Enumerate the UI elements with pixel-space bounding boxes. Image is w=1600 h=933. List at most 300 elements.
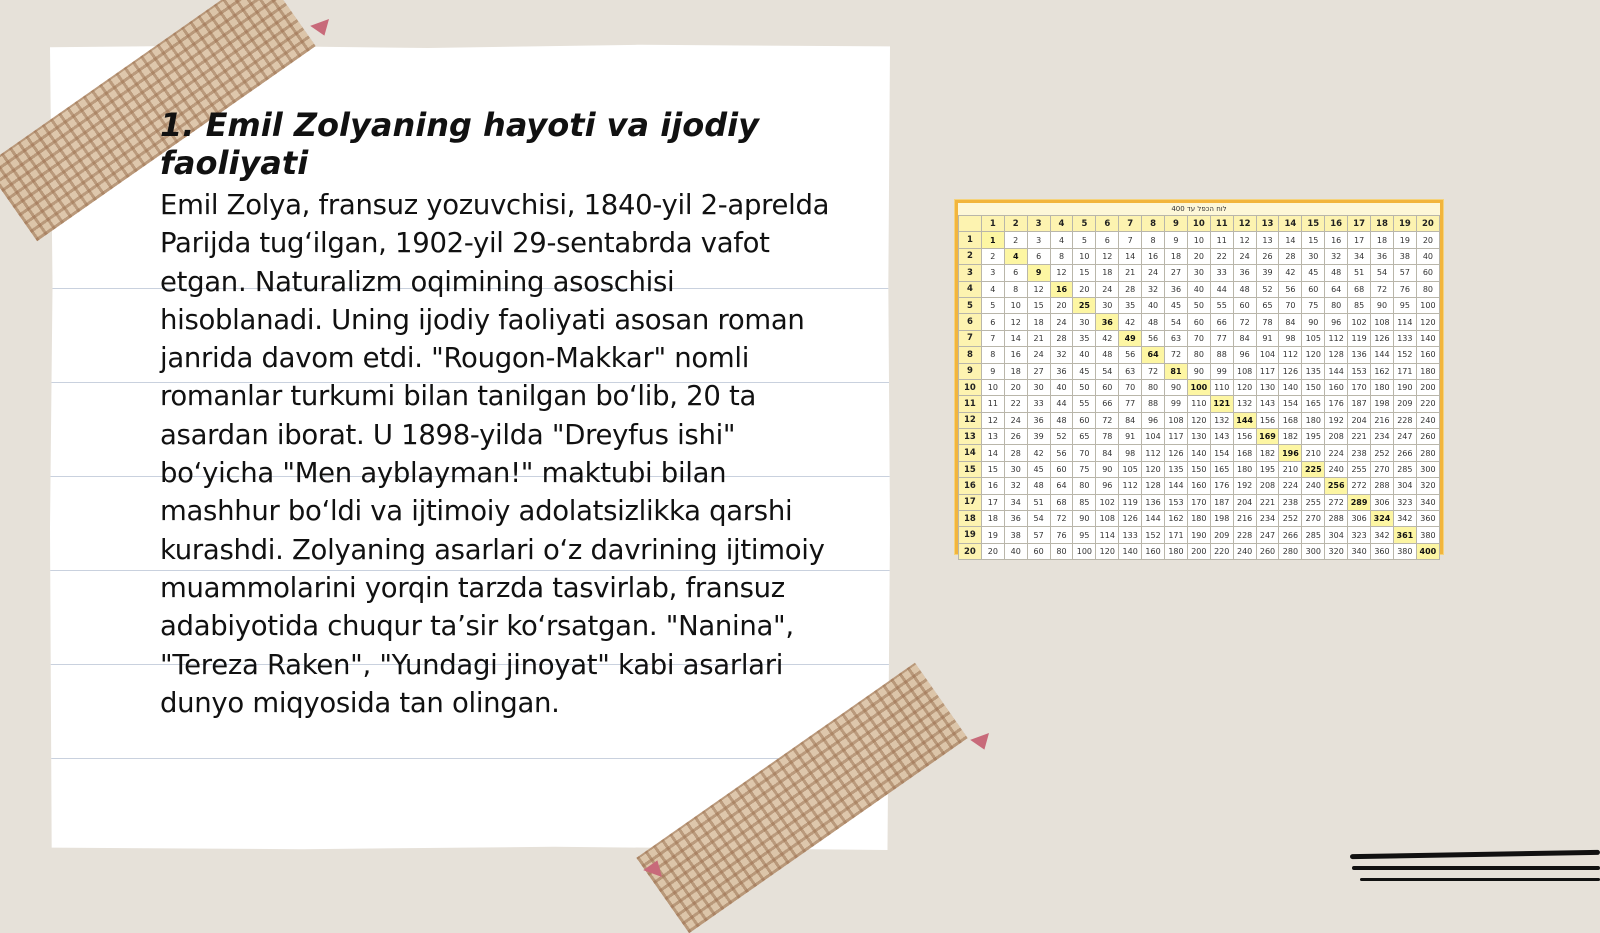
table-cell: 68 xyxy=(1050,494,1073,510)
table-cell: 170 xyxy=(1187,494,1210,510)
table-cell: 204 xyxy=(1348,412,1371,428)
table-cell: 24 xyxy=(1004,412,1027,428)
table-cell: 70 xyxy=(1279,297,1302,313)
table-cell: 224 xyxy=(1279,478,1302,494)
table-cell: 168 xyxy=(1279,412,1302,428)
table-cell: 7 xyxy=(1119,232,1142,248)
table-cell: 54 xyxy=(1027,511,1050,527)
table-cell: 12 xyxy=(1096,248,1119,264)
table-cell: 56 xyxy=(1142,330,1165,346)
table-cell: 8 xyxy=(1004,281,1027,297)
table-cell: 220 xyxy=(1416,396,1439,412)
table-cell: 180 xyxy=(1233,461,1256,477)
table-cell: 182 xyxy=(1279,429,1302,445)
table-cell: 80 xyxy=(1073,478,1096,494)
table-cell: 16 xyxy=(1004,347,1027,363)
table-cell: 238 xyxy=(1348,445,1371,461)
table-cell: 84 xyxy=(1279,314,1302,330)
table-cell: 154 xyxy=(1210,445,1233,461)
slide-body-text: Emil Zolya, fransuz yozuvchisi, 1840-yil 2-aprelda Parijda tug‘ilgan, 1902-yil 29-sentabrda vafot etgan. Naturalizm oqimining asoschisi hisoblanadi. Uning ijodiy faoliyati asosan roman janrida davom etdi. "Rougon-Makkar" nomli romanlar turkumi bilan tanilgan bo‘lib, 20 ta asardan iborat. U 1898-yilda "Dreyfus ishi" bo‘yicha "Men ayblayman!" maktubi bilan mashhur bo‘ldi va ijtimoiy adolatsizlikka qarshi kurashdi. Zolyaning asarlari o‘z davrining ijtimoiy muammolarini yorqin tarzda tasvirlab, fransuz adabiyotida chuqur ta’sir ko‘rsatgan. "Nanina", "Tereza Raken", "Yundagi jinoyat" kabi asarlari dunyo miqyosida tan olingan. xyxy=(160,189,830,719)
table-cell: 15 xyxy=(981,461,1004,477)
table-column-header: 20 xyxy=(1416,216,1439,232)
table-cell: 144 xyxy=(1142,511,1165,527)
table-cell: 180 xyxy=(1371,379,1394,395)
table-cell: 98 xyxy=(1279,330,1302,346)
table-cell: 18 xyxy=(1165,248,1188,264)
table-cell: 110 xyxy=(1187,396,1210,412)
slide-title: 1. Emil Zolyaning hayoti va ijodiy faoliyati xyxy=(160,106,759,182)
table-cell: 18 xyxy=(1027,314,1050,330)
table-row-header: 13 xyxy=(959,429,982,445)
table-square-cell: 64 xyxy=(1142,347,1165,363)
table-row-header: 6 xyxy=(959,314,982,330)
table-cell: 60 xyxy=(1302,281,1325,297)
table-cell: 100 xyxy=(1416,297,1439,313)
table-cell: 85 xyxy=(1073,494,1096,510)
table-cell: 104 xyxy=(1142,429,1165,445)
table-cell: 270 xyxy=(1302,511,1325,527)
table-cell: 16 xyxy=(1325,232,1348,248)
table-cell: 153 xyxy=(1165,494,1188,510)
table-cell: 40 xyxy=(1073,347,1096,363)
table-cell: 171 xyxy=(1393,363,1416,379)
table-cell: 22 xyxy=(1210,248,1233,264)
table-cell: 272 xyxy=(1325,494,1348,510)
multiplication-table-image xyxy=(955,200,1443,557)
table-cell: 210 xyxy=(1279,461,1302,477)
table-cell: 255 xyxy=(1302,494,1325,510)
pin-marker xyxy=(310,19,334,39)
table-cell: 70 xyxy=(1073,445,1096,461)
table-cell: 100 xyxy=(1073,543,1096,559)
table-cell: 380 xyxy=(1393,543,1416,559)
table-cell: 21 xyxy=(1027,330,1050,346)
table-cell: 12 xyxy=(1233,232,1256,248)
table-cell: 56 xyxy=(1050,445,1073,461)
table-cell: 80 xyxy=(1142,379,1165,395)
table-cell: 15 xyxy=(1302,232,1325,248)
table-cell: 55 xyxy=(1210,297,1233,313)
table-cell: 126 xyxy=(1119,511,1142,527)
table-cell: 221 xyxy=(1256,494,1279,510)
table-cell: 60 xyxy=(1050,461,1073,477)
table-square-cell: 100 xyxy=(1187,379,1210,395)
table-cell: 77 xyxy=(1119,396,1142,412)
table-cell: 209 xyxy=(1210,527,1233,543)
brush-stroke xyxy=(1352,866,1600,870)
table-cell: 72 xyxy=(1096,412,1119,428)
table-cell: 24 xyxy=(1142,265,1165,281)
table-cell: 187 xyxy=(1348,396,1371,412)
table-cell: 48 xyxy=(1027,478,1050,494)
table-cell: 153 xyxy=(1348,363,1371,379)
table-cell: 12 xyxy=(1004,314,1027,330)
table-cell: 84 xyxy=(1119,412,1142,428)
table-square-cell: 361 xyxy=(1393,527,1416,543)
table-cell: 120 xyxy=(1233,379,1256,395)
table-cell: 90 xyxy=(1096,461,1119,477)
table-cell: 77 xyxy=(1210,330,1233,346)
table-cell: 60 xyxy=(1027,543,1050,559)
table-cell: 96 xyxy=(1233,347,1256,363)
table-cell: 98 xyxy=(1119,445,1142,461)
table-square-cell: 169 xyxy=(1256,429,1279,445)
table-cell: 140 xyxy=(1119,543,1142,559)
table-cell: 240 xyxy=(1416,412,1439,428)
table-cell: 170 xyxy=(1348,379,1371,395)
table-cell: 6 xyxy=(1004,265,1027,281)
table-cell: 119 xyxy=(1348,330,1371,346)
table-cell: 266 xyxy=(1393,445,1416,461)
table-cell: 48 xyxy=(1325,265,1348,281)
table-cell: 45 xyxy=(1165,297,1188,313)
table-cell: 78 xyxy=(1096,429,1119,445)
table-row-header: 14 xyxy=(959,445,982,461)
table-column-header: 14 xyxy=(1279,216,1302,232)
table-cell: 120 xyxy=(1142,461,1165,477)
table-cell: 132 xyxy=(1233,396,1256,412)
table-cell: 34 xyxy=(1004,494,1027,510)
table-row xyxy=(959,265,1440,281)
table-row-header: 16 xyxy=(959,478,982,494)
table-cell: 152 xyxy=(1142,527,1165,543)
table-cell: 56 xyxy=(1279,281,1302,297)
table-cell: 221 xyxy=(1348,429,1371,445)
table-column-header: 13 xyxy=(1256,216,1279,232)
table-cell: 285 xyxy=(1393,461,1416,477)
table-square-cell: 400 xyxy=(1416,543,1439,559)
table-cell: 72 xyxy=(1142,363,1165,379)
table-cell: 12 xyxy=(1050,265,1073,281)
table-cell: 91 xyxy=(1256,330,1279,346)
table-cell: 238 xyxy=(1279,494,1302,510)
table-cell: 168 xyxy=(1233,445,1256,461)
table-cell: 10 xyxy=(1187,232,1210,248)
table-cell: 42 xyxy=(1279,265,1302,281)
table-cell: 234 xyxy=(1256,511,1279,527)
table-cell: 4 xyxy=(1050,232,1073,248)
table-cell: 126 xyxy=(1165,445,1188,461)
table-row xyxy=(959,330,1440,346)
table-cell: 306 xyxy=(1371,494,1394,510)
table-row xyxy=(959,543,1440,559)
table-cell: 266 xyxy=(1279,527,1302,543)
table-cell: 66 xyxy=(1096,396,1119,412)
table-row xyxy=(959,314,1440,330)
brush-stroke xyxy=(1350,850,1600,859)
table-cell: 195 xyxy=(1302,429,1325,445)
table-cell: 33 xyxy=(1210,265,1233,281)
table-cell: 162 xyxy=(1371,363,1394,379)
table-cell: 16 xyxy=(1142,248,1165,264)
table-column-header: 9 xyxy=(1165,216,1188,232)
table-cell: 44 xyxy=(1050,396,1073,412)
table-cell: 27 xyxy=(1165,265,1188,281)
table-square-cell: 25 xyxy=(1073,297,1096,313)
table-cell: 33 xyxy=(1027,396,1050,412)
table-column-header: 7 xyxy=(1119,216,1142,232)
table-cell: 11 xyxy=(981,396,1004,412)
paper-rule-line xyxy=(50,758,890,759)
table-cell: 48 xyxy=(1233,281,1256,297)
table-cell: 28 xyxy=(1119,281,1142,297)
table-cell: 340 xyxy=(1416,494,1439,510)
table-cell: 95 xyxy=(1073,527,1096,543)
table-cell: 54 xyxy=(1096,363,1119,379)
table-cell: 140 xyxy=(1187,445,1210,461)
table-cell: 28 xyxy=(1004,445,1027,461)
table-cell: 42 xyxy=(1096,330,1119,346)
table-row-header: 5 xyxy=(959,297,982,313)
table-cell: 154 xyxy=(1279,396,1302,412)
table-row xyxy=(959,396,1440,412)
table-cell: 68 xyxy=(1348,281,1371,297)
table-cell: 171 xyxy=(1165,527,1188,543)
table-cell: 60 xyxy=(1096,379,1119,395)
table-cell: 144 xyxy=(1165,478,1188,494)
table-cell: 190 xyxy=(1187,527,1210,543)
table-cell: 80 xyxy=(1187,347,1210,363)
table-cell: 38 xyxy=(1004,527,1027,543)
table-cell: 143 xyxy=(1210,429,1233,445)
table-cell: 15 xyxy=(1027,297,1050,313)
table-cell: 120 xyxy=(1187,412,1210,428)
table-cell: 6 xyxy=(1096,232,1119,248)
table-row xyxy=(959,297,1440,313)
table-cell: 300 xyxy=(1302,543,1325,559)
table-cell: 180 xyxy=(1165,543,1188,559)
table-square-cell: 16 xyxy=(1050,281,1073,297)
table-cell: 304 xyxy=(1393,478,1416,494)
table-cell: 32 xyxy=(1050,347,1073,363)
table-cell: 18 xyxy=(1371,232,1394,248)
table-cell: 60 xyxy=(1233,297,1256,313)
table-row xyxy=(959,248,1440,264)
table-cell: 117 xyxy=(1256,363,1279,379)
table-square-cell: 225 xyxy=(1302,461,1325,477)
table-row-header: 20 xyxy=(959,543,982,559)
table-cell: 132 xyxy=(1210,412,1233,428)
table-cell: 96 xyxy=(1096,478,1119,494)
table-row xyxy=(959,445,1440,461)
table-cell: 75 xyxy=(1302,297,1325,313)
table-cell: 15 xyxy=(1073,265,1096,281)
table-cell: 140 xyxy=(1416,330,1439,346)
table-cell: 40 xyxy=(1050,379,1073,395)
table-cell: 320 xyxy=(1325,543,1348,559)
table-cell: 360 xyxy=(1371,543,1394,559)
table-cell: 57 xyxy=(1393,265,1416,281)
table-square-cell: 1 xyxy=(981,232,1004,248)
table-cell: 64 xyxy=(1325,281,1348,297)
table-cell: 42 xyxy=(1119,314,1142,330)
table-cell: 84 xyxy=(1096,445,1119,461)
table-cell: 156 xyxy=(1256,412,1279,428)
table-row xyxy=(959,379,1440,395)
table-cell: 252 xyxy=(1279,511,1302,527)
table-cell: 36 xyxy=(1050,363,1073,379)
table-cell: 143 xyxy=(1256,396,1279,412)
table-cell: 165 xyxy=(1302,396,1325,412)
table-cell: 5 xyxy=(981,297,1004,313)
table-cell: 44 xyxy=(1210,281,1233,297)
table-cell: 32 xyxy=(1004,478,1027,494)
table-cell: 60 xyxy=(1073,412,1096,428)
table-cell: 14 xyxy=(1279,232,1302,248)
table-square-cell: 81 xyxy=(1165,363,1188,379)
table-cell: 88 xyxy=(1210,347,1233,363)
table-cell: 12 xyxy=(1027,281,1050,297)
table-cell: 114 xyxy=(1096,527,1119,543)
table-cell: 133 xyxy=(1119,527,1142,543)
table-cell: 204 xyxy=(1233,494,1256,510)
multiplication-table xyxy=(958,215,1440,560)
table-cell: 85 xyxy=(1348,297,1371,313)
table-cell: 360 xyxy=(1416,511,1439,527)
table-cell: 48 xyxy=(1050,412,1073,428)
table-cell: 304 xyxy=(1325,527,1348,543)
table-cell: 75 xyxy=(1073,461,1096,477)
table-cell: 84 xyxy=(1233,330,1256,346)
table-cell: 45 xyxy=(1302,265,1325,281)
table-cell: 120 xyxy=(1302,347,1325,363)
table-column-header: 4 xyxy=(1050,216,1073,232)
table-cell: 102 xyxy=(1348,314,1371,330)
table-cell: 36 xyxy=(1371,248,1394,264)
table-square-cell: 9 xyxy=(1027,265,1050,281)
table-cell: 66 xyxy=(1210,314,1233,330)
table-cell: 9 xyxy=(981,363,1004,379)
table-cell: 300 xyxy=(1416,461,1439,477)
table-cell: 272 xyxy=(1348,478,1371,494)
table-cell: 108 xyxy=(1233,363,1256,379)
table-cell: 57 xyxy=(1027,527,1050,543)
table-cell: 108 xyxy=(1096,511,1119,527)
table-cell: 90 xyxy=(1371,297,1394,313)
table-cell: 10 xyxy=(981,379,1004,395)
table-cell: 216 xyxy=(1233,511,1256,527)
table-cell: 144 xyxy=(1325,363,1348,379)
table-column-header: 3 xyxy=(1027,216,1050,232)
table-cell: 182 xyxy=(1256,445,1279,461)
table-cell: 128 xyxy=(1325,347,1348,363)
table-cell: 39 xyxy=(1027,429,1050,445)
table-cell: 40 xyxy=(1416,248,1439,264)
table-cell: 120 xyxy=(1096,543,1119,559)
table-cell: 99 xyxy=(1210,363,1233,379)
table-cell: 34 xyxy=(1348,248,1371,264)
table-cell: 90 xyxy=(1302,314,1325,330)
table-row-header: 19 xyxy=(959,527,982,543)
table-row-header: 2 xyxy=(959,248,982,264)
table-cell: 19 xyxy=(981,527,1004,543)
table-square-cell: 36 xyxy=(1096,314,1119,330)
table-cell: 18 xyxy=(1004,363,1027,379)
table-column-header: 6 xyxy=(1096,216,1119,232)
table-cell: 99 xyxy=(1165,396,1188,412)
table-cell: 63 xyxy=(1119,363,1142,379)
table-cell: 30 xyxy=(1004,461,1027,477)
table-cell: 108 xyxy=(1371,314,1394,330)
table-cell: 198 xyxy=(1210,511,1233,527)
table-cell: 144 xyxy=(1371,347,1394,363)
table-cell: 13 xyxy=(1256,232,1279,248)
table-cell: 78 xyxy=(1256,314,1279,330)
table-cell: 128 xyxy=(1142,478,1165,494)
table-row xyxy=(959,232,1440,248)
table-cell: 45 xyxy=(1027,461,1050,477)
table-cell: 18 xyxy=(1096,265,1119,281)
table-square-cell: 289 xyxy=(1348,494,1371,510)
table-cell: 36 xyxy=(1027,412,1050,428)
table-cell: 252 xyxy=(1371,445,1394,461)
table-caption: לוח הכפל עד 400 xyxy=(1171,205,1227,213)
table-row-header: 10 xyxy=(959,379,982,395)
table-cell: 234 xyxy=(1371,429,1394,445)
table-cell: 112 xyxy=(1325,330,1348,346)
table-column-header: 15 xyxy=(1302,216,1325,232)
table-cell: 280 xyxy=(1279,543,1302,559)
table-column-header: 10 xyxy=(1187,216,1210,232)
table-cell: 150 xyxy=(1187,461,1210,477)
table-cell: 6 xyxy=(1027,248,1050,264)
table-row xyxy=(959,281,1440,297)
table-cell: 208 xyxy=(1325,429,1348,445)
table-cell: 240 xyxy=(1302,478,1325,494)
table-row xyxy=(959,412,1440,428)
table-cell: 40 xyxy=(1187,281,1210,297)
table-cell: 24 xyxy=(1050,314,1073,330)
table-cell: 8 xyxy=(1142,232,1165,248)
table-cell: 105 xyxy=(1119,461,1142,477)
table-cell: 216 xyxy=(1371,412,1394,428)
table-cell: 108 xyxy=(1165,412,1188,428)
table-cell: 136 xyxy=(1348,347,1371,363)
table-row-header: 17 xyxy=(959,494,982,510)
table-cell: 96 xyxy=(1325,314,1348,330)
table-cell: 19 xyxy=(1393,232,1416,248)
table-cell: 4 xyxy=(981,281,1004,297)
table-cell: 192 xyxy=(1233,478,1256,494)
table-cell: 18 xyxy=(981,511,1004,527)
table-cell: 135 xyxy=(1165,461,1188,477)
table-cell: 20 xyxy=(1050,297,1073,313)
table-row-header: 9 xyxy=(959,363,982,379)
table-cell: 126 xyxy=(1371,330,1394,346)
table-cell: 210 xyxy=(1302,445,1325,461)
table-cell: 160 xyxy=(1325,379,1348,395)
table-cell: 110 xyxy=(1210,379,1233,395)
table-cell: 72 xyxy=(1233,314,1256,330)
table-cell: 285 xyxy=(1302,527,1325,543)
table-cell: 72 xyxy=(1050,511,1073,527)
table-cell: 306 xyxy=(1348,511,1371,527)
table-cell: 65 xyxy=(1256,297,1279,313)
table-square-cell: 4 xyxy=(1004,248,1027,264)
table-cell: 260 xyxy=(1256,543,1279,559)
table-cell: 54 xyxy=(1165,314,1188,330)
table-row-header: 11 xyxy=(959,396,982,412)
table-cell: 32 xyxy=(1142,281,1165,297)
table-cell: 112 xyxy=(1279,347,1302,363)
table-cell: 12 xyxy=(981,412,1004,428)
table-cell: 51 xyxy=(1027,494,1050,510)
table-cell: 323 xyxy=(1393,494,1416,510)
table-cell: 48 xyxy=(1096,347,1119,363)
table-cell: 2 xyxy=(981,248,1004,264)
table-cell: 80 xyxy=(1416,281,1439,297)
table-cell: 102 xyxy=(1096,494,1119,510)
